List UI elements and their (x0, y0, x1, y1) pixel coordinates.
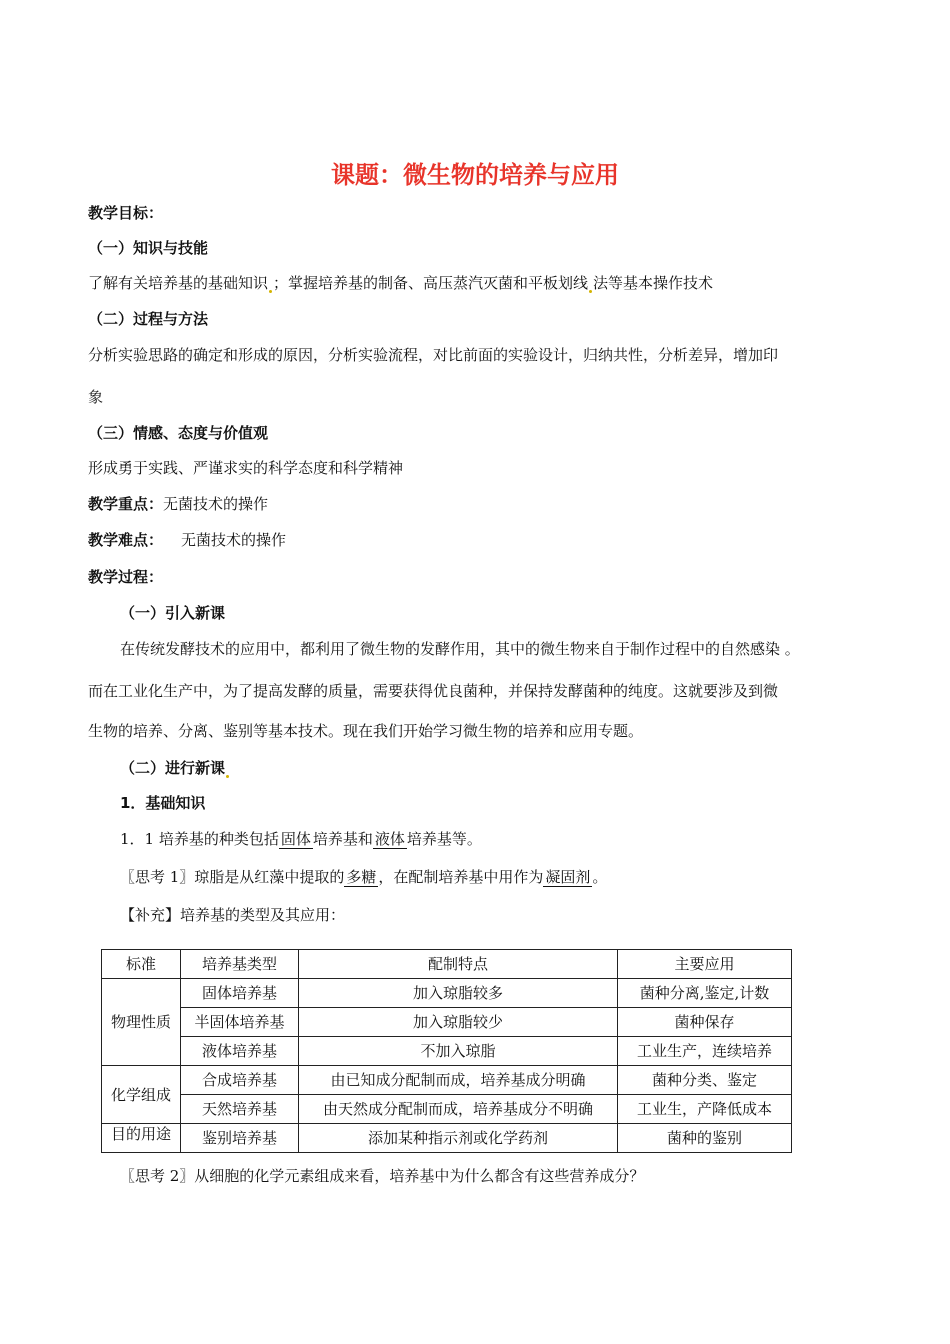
table-cell: 合成培养基 (181, 1066, 299, 1095)
table-header-cell: 配制特点 (299, 950, 618, 979)
table-cell: 工业生产，连续培养 (618, 1037, 792, 1066)
fill-blank-solid: 固体 (280, 830, 311, 848)
table-cell: 添加某种指示剂或化学药剂 (299, 1124, 618, 1153)
table-cell: 工业生，产降低成本 (618, 1095, 792, 1124)
intro-line3: 生物的培养、分离、鉴别等基本技术。现在我们开始学习微生物的培养和应用专题。 (88, 722, 644, 740)
fill-blank-liquid: 液体 (374, 830, 405, 848)
supplement-line: 【补充】培养基的类型及其应用： (120, 906, 346, 924)
teaching-process-heading: 教学过程： (88, 568, 164, 586)
difficulty-label: 教学难点： (88, 531, 164, 549)
standard-cell: 物理性质 (102, 979, 181, 1066)
table-cell: 鉴别培养基 (181, 1124, 299, 1153)
knowledge-text-part3: 法等基本操作技术 (593, 274, 714, 292)
process-method-heading: （二）过程与方法 (88, 310, 209, 328)
table-row (102, 1124, 792, 1153)
media-types-table (101, 949, 792, 1153)
knowledge-text-part1: 了解有关培养基的基础知识 (88, 274, 269, 292)
intro-line1: 在传统发酵技术的应用中，都利用了微生物的发酵作用，其中的微生物来自于制作过程中的自然感染 。 (120, 640, 800, 658)
table-cell: 菌种分离,鉴定,计数 (618, 979, 792, 1008)
item-1-1 (120, 829, 482, 849)
table-row (102, 1066, 792, 1095)
think-2: 〖思考 2〗从细胞的化学元素组成来看，培养基中为什么都含有这些营养成分？ (120, 1167, 645, 1185)
key-point-label: 教学重点： (88, 495, 164, 513)
table-header-cell: 标准 (102, 950, 181, 979)
table-row (102, 1037, 792, 1066)
fill-blank-coagulant: 凝固剂 (545, 868, 591, 886)
table-cell: 天然培养基 (181, 1095, 299, 1124)
emotion-heading: （三）情感、态度与价值观 (88, 424, 269, 442)
table-row (102, 979, 792, 1008)
knowledge-heading: （一）知识与技能 (88, 239, 209, 257)
knowledge-text (88, 273, 713, 293)
table-cell: 由天然成分配制而成，培养基成分不明确 (299, 1095, 618, 1124)
item-1-1-prefix: 1．1 培养基的种类包括 (120, 830, 279, 848)
table-header-cell: 培养基类型 (181, 950, 299, 979)
process-method-text-line1: 分析实验思路的确定和形成的原因，分析实验流程，对比前面的实验设计，归纳共性，分析差异，增加印 (88, 346, 779, 364)
emotion-text: 形成勇于实践、严谨求实的科学态度和科学精神 (88, 459, 404, 477)
knowledge-text-part2: ；掌握培养基的制备、高压蒸汽灭菌和平板划线 (273, 274, 589, 292)
process-method-text-line2: 象 (88, 388, 104, 406)
objectives-heading: 教学目标： (88, 204, 164, 222)
table-cell: 半固体培养基 (181, 1008, 299, 1037)
difficulty-line (88, 530, 286, 550)
difficulty-value: 无菌技术的操作 (181, 531, 287, 549)
table-cell: 固体培养基 (181, 979, 299, 1008)
table-header-cell: 主要应用 (618, 950, 792, 979)
basic-knowledge-heading: 1．基础知识 (120, 794, 206, 812)
proofing-mark (269, 290, 272, 293)
table-cell: 液体培养基 (181, 1037, 299, 1066)
table-cell: 加入琼脂较多 (299, 979, 618, 1008)
standard-cell: 目的用途 (102, 1124, 181, 1153)
table-cell: 菌种的鉴别 (618, 1124, 792, 1153)
new-lesson-heading (120, 758, 230, 778)
key-point-value: 无菌技术的操作 (163, 495, 269, 513)
table-cell: 菌种保存 (618, 1008, 792, 1037)
intro-line2: 而在工业化生产中，为了提高发酵的质量，需要获得优良菌种，并保持发酵菌种的纯度。这就要涉及到微 (88, 682, 779, 700)
think-1-mid: ，在配制培养基中用作为 (378, 868, 544, 886)
table-cell: 不加入琼脂 (299, 1037, 618, 1066)
think-1 (120, 867, 607, 887)
key-point-line (88, 494, 268, 514)
item-1-1-suffix: 培养基等。 (406, 830, 482, 848)
table-header-row (102, 950, 792, 979)
item-1-1-mid: 培养基和 (312, 830, 373, 848)
intro-heading: （一）引入新课 (120, 604, 226, 622)
table-cell: 加入琼脂较少 (299, 1008, 618, 1037)
standard-cell: 化学组成 (102, 1066, 181, 1124)
think-1-prefix: 〖思考 1〗琼脂是从红藻中提取的 (120, 868, 345, 886)
document-title: 课题：微生物的培养与应用 (331, 161, 619, 189)
think-1-suffix: 。 (592, 868, 608, 886)
table-row (102, 1095, 792, 1124)
fill-blank-polysaccharide: 多糖 (346, 868, 377, 886)
new-lesson-heading-text: （二）进行新课 (120, 759, 226, 777)
table-row (102, 1008, 792, 1037)
proofing-mark (226, 775, 229, 778)
proofing-mark (589, 290, 592, 293)
table-cell: 菌种分类、鉴定 (618, 1066, 792, 1095)
table-cell: 由已知成分配制而成，培养基成分明确 (299, 1066, 618, 1095)
